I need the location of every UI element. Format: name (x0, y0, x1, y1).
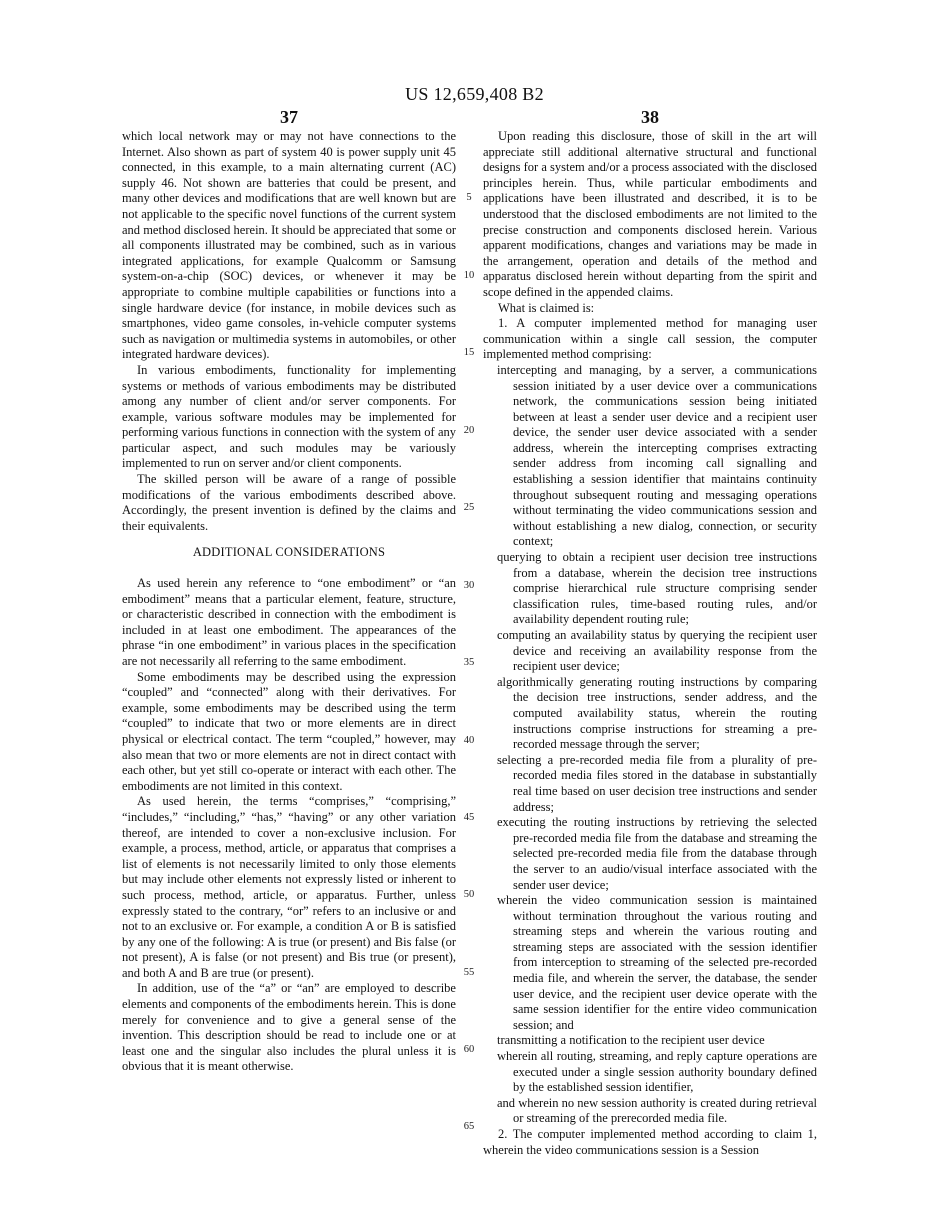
line-number: 30 (463, 580, 475, 591)
line-number: 5 (466, 192, 472, 203)
right-column (483, 129, 817, 1158)
paragraph: As used herein any reference to “one embodiment” or “an embodiment” means that a particular element, feature, structure, or characteristic described in connection with the embodiment is included in at least one embodiment. The appearances of the phrase “in one embodiment” in various places in the specification are not necessarily all referring to the same embodiment. (122, 576, 456, 668)
line-number: 10 (463, 270, 475, 281)
paragraph: The skilled person will be aware of a range of possible modifications of the various embodiments described above. Accordingly, the present invention is defined by the claims and their equivalents. (122, 472, 456, 533)
paragraph: Upon reading this disclosure, those of skill in the art will appreciate still additional alternative structural and functional designs for a system and/or a process associated with the disclosed principles herein. Thus, while particular embodiments and applications have been illustrated and described, it is to be understood that the disclosed embodiments are not limited to the precise construction and components disclosed herein. Various apparent modifications, changes and variations may be made in the arrangement, operation and details of the method and apparatus disclosed herein without departing from the spirit and scope defined in the appended claims. (483, 129, 817, 299)
line-number: 20 (463, 425, 475, 436)
claim-step: wherein the video communication session is maintained without termination throughout the various routing and streaming steps and wherein the various routing and streaming steps are associated with the session identifier from interception to streaming of the selected pre-recorded media file, and wherein the server, the database, the sender user device, and the recipient user device operate with the same session identifier for the entire video communication session; and (497, 893, 817, 1032)
claim-step: selecting a pre-recorded media file from a plurality of pre-recorded media files stored in the database in substantially real time based on user decision tree instructions and sender address; (497, 752, 817, 814)
line-number: 55 (463, 967, 475, 978)
paragraph: In various embodiments, functionality for implementing systems or methods of various embodiments may be distributed among any number of client and/or server components. For example, various software modules may be implemented for performing various functions in connection with the system of any particular aspect, and such modules may be variously implemented to run on server and/or client components. (122, 362, 456, 471)
column-number-right: 38 (641, 107, 659, 127)
left-column (122, 129, 456, 1075)
line-number: 45 (463, 812, 475, 823)
line-number: 40 (463, 735, 475, 746)
claim-step: and wherein no new session authority is created during retrieval or streaming of the prerecorded media file. (497, 1095, 817, 1126)
column-number-left: 37 (280, 107, 298, 127)
claim-step: wherein all routing, streaming, and reply capture operations are executed under a single session authority boundary defined by the established session identifier, (497, 1049, 817, 1095)
claim-step: algorithmically generating routing instructions by comparing the decision tree instructions, sender address, and the computed availability status, wherein the routing instructions comprise instructions for streaming a pre-recorded message through the server; (497, 674, 817, 752)
section-heading: ADDITIONAL CONSIDERATIONS (192, 545, 386, 560)
patent-number: US 12,659,408 B2 (405, 84, 544, 104)
line-number: 25 (463, 502, 475, 513)
claims-intro: What is claimed is: (498, 300, 595, 315)
claim-step: querying to obtain a recipient user decision tree instructions from a database, wherein the decision tree instructions comprise hierarchical rule structure comprising sender classification rules, time-based routing rules, and/or availability dependent routing rule; (497, 550, 817, 627)
line-number: 60 (463, 1044, 475, 1055)
claim-step: executing the routing instructions by retrieving the selected pre-recorded media file from the database and streaming the selected pre-recorded media file from the database through the server to an audio/visual interface associated with the sender user device; (497, 815, 817, 892)
claim-step: computing an availability status by querying the recipient user device and receiving an availability response from the recipient user device; (497, 628, 817, 674)
line-number: 15 (463, 347, 475, 358)
paragraph: In addition, use of the “a” or “an” are employed to describe elements and components of the embodiments herein. This is done merely for convenience and to give a general sense of the invention. This description should be read to include one or at least one and the singular also includes the plural unless it is obvious that it is meant otherwise. (122, 981, 456, 1074)
claim-step: transmitting a notification to the recipient user device (497, 1033, 765, 1048)
claim-1-intro: 1. A computer implemented method for managing user communication within a single call session, the computer implemented method comprising: (483, 316, 817, 362)
paragraph: Some embodiments may be described using the expression “coupled” and “connected” along with their derivatives. For example, some embodiments may be described using the term “coupled” to indicate that two or more elements are in direct physical or electrical contact. The term “coupled,” however, may also mean that two or more elements are not in direct contact with each other, but yet still co-operate or interact with each other. The embodiments are not limited in this context. (122, 669, 456, 793)
paragraph: which local network may or may not have connections to the Internet. Also shown as part of system 40 is power supply unit 45 connected, in this example, to a main alternating current (AC) supply 46. Not shown are batteries that could be present, and many other devices and modifications that are well known but are not applicable to the specific novel functions of the current system and method disclosed herein. It should be appreciated that some or all components illustrated may be combined, such as in various integrated applications, for example Qualcomm or Samsung system-on-a-chip (SOC) devices, or whenever it may be appropriate to combine multiple capabilities or functions into a single hardware device (for instance, in mobile devices such as smartphones, video game consoles, in-vehicle computer systems such as navigation or multimedia systems in automobiles, or other integrated hardware devices). (122, 129, 456, 362)
line-number: 35 (463, 657, 475, 668)
paragraph: As used herein, the terms “comprises,” “comprising,” “includes,” “including,” “has,” “having” or any other variation thereof, are intended to cover a non-exclusive inclusion. For example, a process, method, article, or apparatus that comprises a list of elements is not necessarily limited to only those elements but may include other elements not expressly listed or inherent to such process, method, article, or apparatus. Further, unless expressly stated to the contrary, “or” refers to an inclusive or and not to an exclusive or. For example, a condition A or B is satisfied by any one of the following: A is true (or present) and Bis false (or not present), A is false (or not present) and Bis true (or present), and both A and B are true (or present). (122, 794, 456, 980)
claim-step: intercepting and managing, by a server, a communications session initiated by a user device over a communications network, the communications session being initiated between at least a sender user device and a recipient user device, the sender user device associated with a sender address, wherein the intercepting comprises extracting sender address from incoming call signalling and establishing a session identifier that maintains continuity throughout subsequent routing and messaging operations without terminating the video communications session and without establishing a new dialog, connection, or security context; (497, 362, 817, 549)
line-number: 65 (463, 1121, 475, 1132)
line-number: 50 (463, 889, 475, 900)
claim-2: 2. The computer implemented method according to claim 1, wherein the video communications session is a Session (483, 1127, 817, 1157)
